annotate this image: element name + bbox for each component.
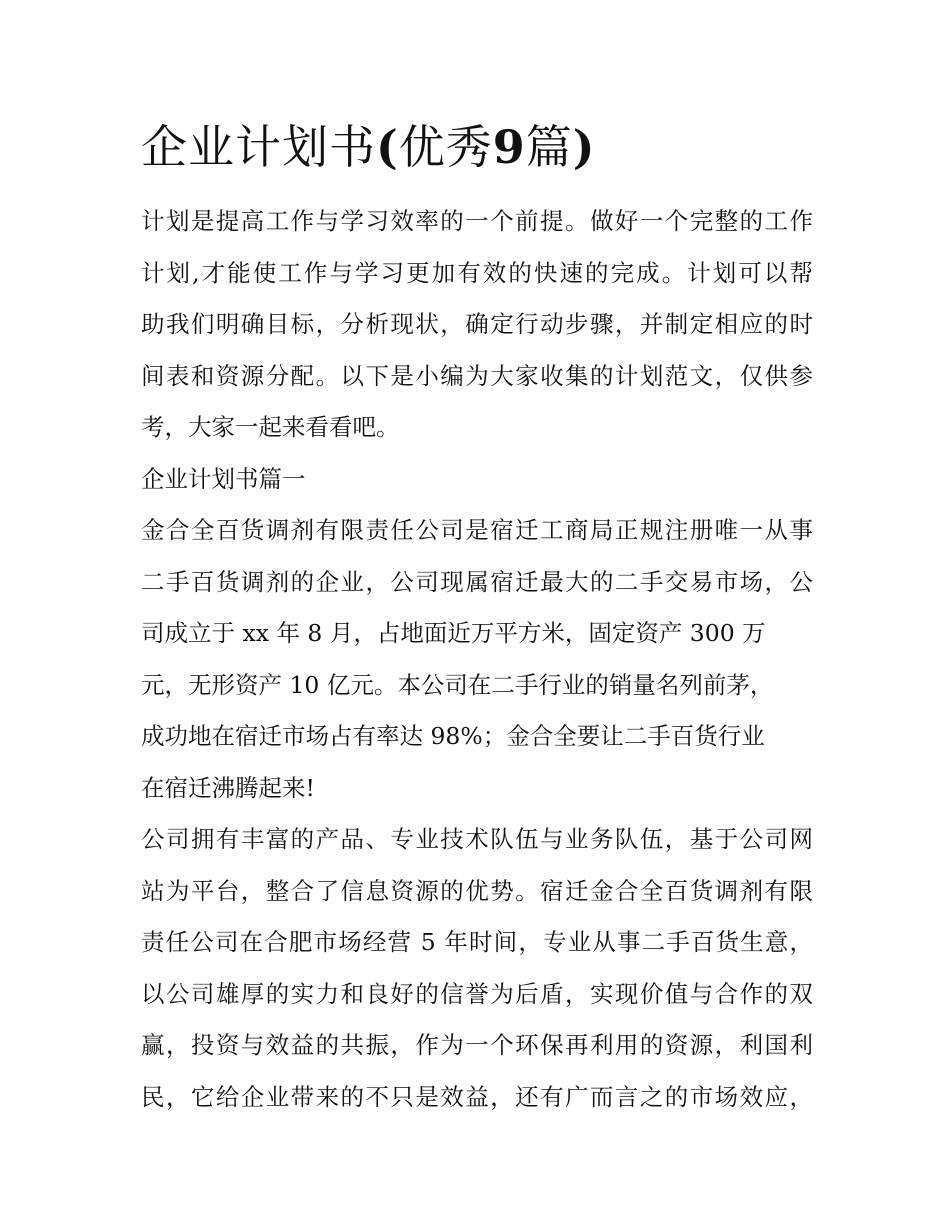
title-close-paren: ) — [572, 120, 596, 174]
intro-paragraph-line: 计划是提高工作与学习效率的一个前提。做好一个完整的工作 — [141, 207, 813, 235]
company-paragraph-line: 在宿迁沸腾起来! — [141, 773, 315, 802]
business-paragraph-line: 站为平台，整合了信息资源的优势。宿迁金合全百货调剂有限 — [141, 876, 813, 905]
intro-paragraph-line: 间表和资源分配。以下是小编为大家收集的计划范文，仅供参 — [141, 361, 813, 390]
document-title — [141, 112, 813, 182]
document-body — [141, 196, 813, 1123]
title-prefix: 企业计划书 — [141, 120, 376, 174]
title-count: 9 — [492, 120, 526, 174]
business-paragraph-line: 赢，投资与效益的共振，作为一个环保再利用的资源，利国利 — [141, 1031, 813, 1059]
section-heading: 企业计划书篇一 — [141, 464, 306, 493]
company-paragraph-line: 二手百货调剂的企业，公司现属宿迁最大的二手交易市场，公 — [141, 567, 813, 596]
title-suffix: 篇 — [525, 120, 573, 174]
title-middle: 优秀 — [398, 120, 493, 174]
business-paragraph-line: 以公司雄厚的实力和良好的信誉为后盾，实现价值与合作的双 — [141, 979, 813, 1008]
company-paragraph-line: 司成立于 xx 年 8 月，占地面近万平方米，固定资产 300 万 — [141, 619, 766, 647]
intro-paragraph-line: 助我们明确目标，分析现状，确定行动步骤，并制定相应的时 — [141, 310, 813, 338]
intro-paragraph-line: 考，大家一起来看看吧。 — [141, 413, 400, 441]
company-paragraph-line: 元，无形资产 10 亿元。本公司在二手行业的销量名列前茅， — [141, 670, 774, 699]
business-paragraph-line: 责任公司在合肥市场经营 5 年时间，专业从事二手百货生意， — [141, 928, 813, 956]
intro-paragraph-line: 计划,才能使工作与学习更加有效的快速的完成。计划可以帮 — [141, 258, 813, 287]
business-paragraph-line: 公司拥有丰富的产品、专业技术队伍与业务队伍，基于公司网 — [141, 825, 813, 853]
document-content — [141, 112, 813, 1123]
company-paragraph-line: 成功地在宿迁市场占有率达 98%；金合全要让二手百货行业 — [141, 722, 765, 750]
business-paragraph-line: 民，它给企业带来的不只是效益，还有广而言之的市场效应， — [141, 1082, 813, 1111]
title-open-paren: ( — [376, 120, 399, 174]
company-paragraph-line: 金合全百货调剂有限责任公司是宿迁工商局正规注册唯一从事 — [141, 516, 813, 544]
